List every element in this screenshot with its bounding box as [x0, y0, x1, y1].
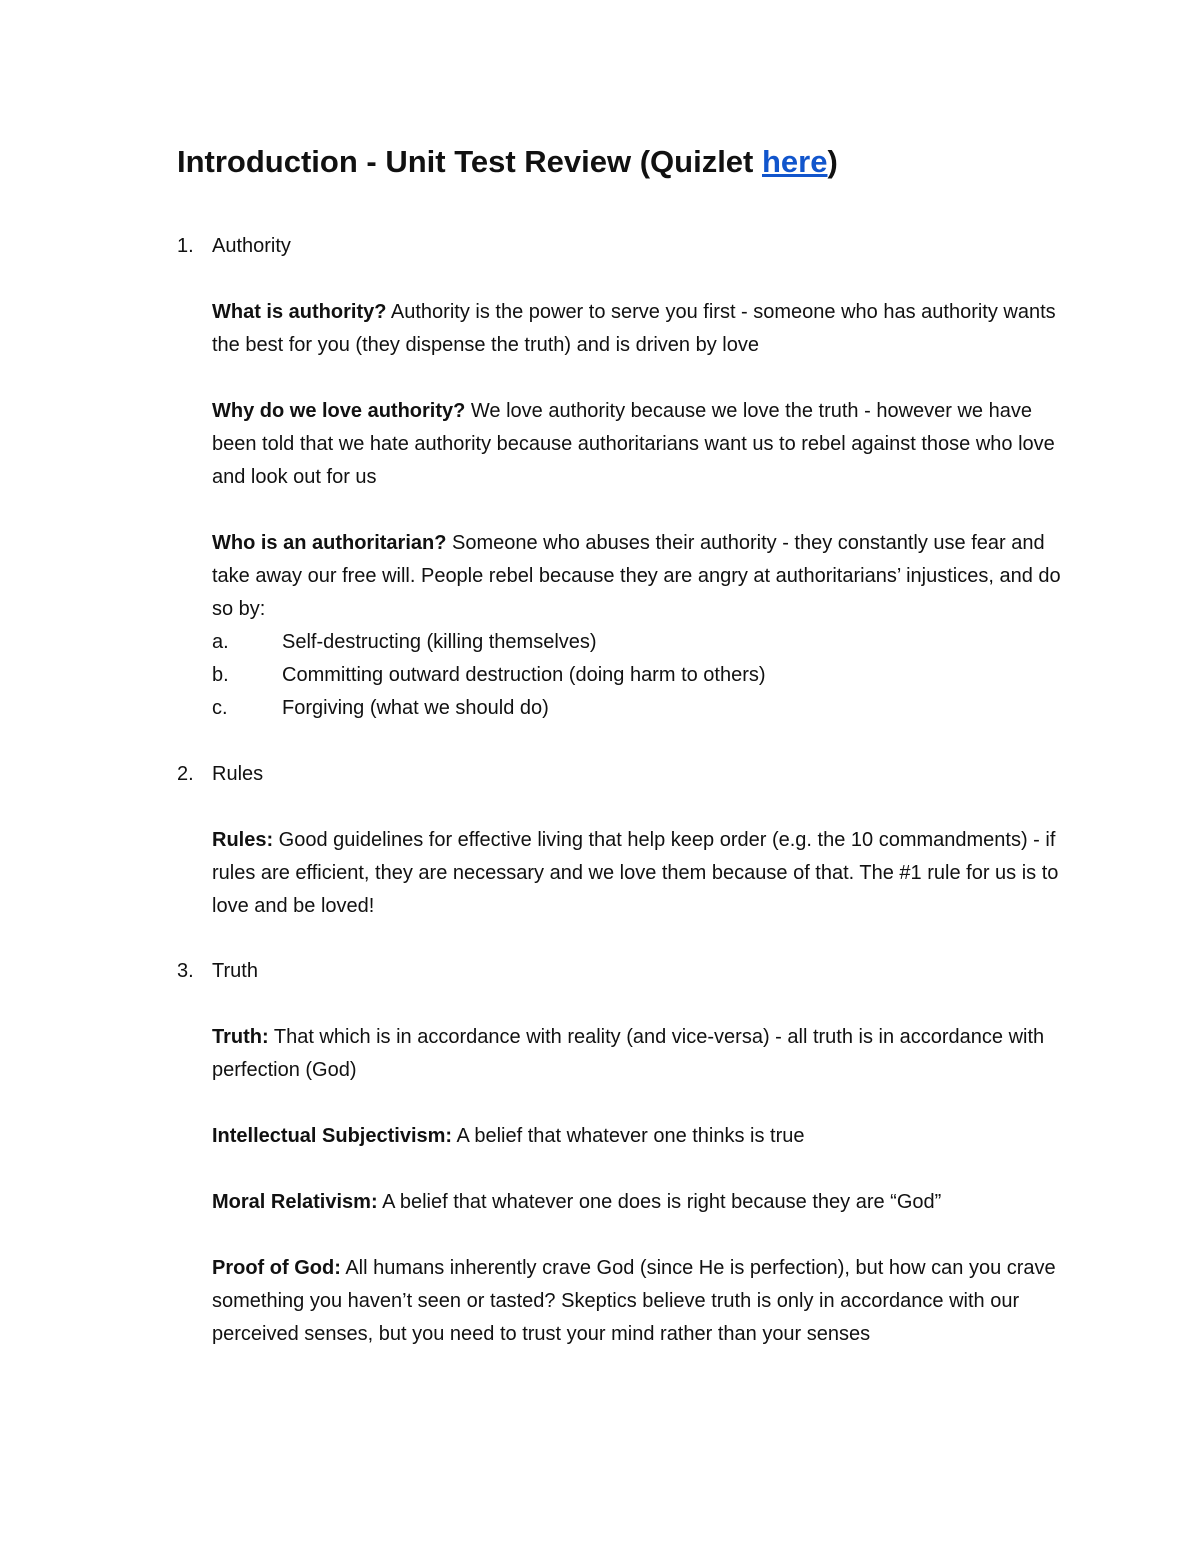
definition-text: Good guidelines for effective living that help keep order (e.g. the 10 commandments) - if rules are efficient, they are necessary and we love them because of that. The #1 rule for us is to love and be loved! [212, 829, 1059, 917]
definition-text: Authority is the power to serve you first - someone who has authority wants the best for you (they dispense the truth) and is driven by love [212, 301, 1056, 356]
list-letter: a. [212, 631, 229, 653]
list-item [212, 692, 549, 725]
list-text: Committing outward destruction (doing harm to others) [282, 664, 766, 686]
definition-term: Who is an authoritarian? [212, 532, 447, 554]
definition-term: Intellectual Subjectivism: [212, 1125, 453, 1147]
quizlet-link[interactable]: here [762, 144, 828, 179]
definition-text: All humans inherently crave God (since He is perfection), but how can you crave something you haven’t seen or tasted? Skeptics believe truth is only in accordance with our perceived senses, but you need to trust your mind rather than your senses [212, 1257, 1056, 1345]
section-title: Authority [212, 235, 291, 257]
section-rules-heading [177, 758, 1077, 791]
title-text: Introduction - Unit Test Review (Quizlet [177, 144, 762, 179]
list-letter: c. [212, 697, 228, 719]
definition-term: Moral Relativism: [212, 1191, 378, 1213]
definition-intellectual-subjectivism [212, 1120, 1072, 1153]
definition-who-is-authoritarian [212, 527, 1072, 626]
definition-term: Proof of God: [212, 1257, 341, 1279]
definition-proof-of-god [212, 1252, 1072, 1351]
page-title [177, 140, 838, 184]
definition-term: Rules: [212, 829, 274, 851]
section-number: 1. [177, 235, 194, 257]
definition-rules [212, 824, 1072, 923]
section-title: Truth [212, 960, 258, 982]
definition-truth [212, 1021, 1072, 1087]
section-truth-heading [177, 955, 1077, 988]
definition-term: Why do we love authority? [212, 400, 466, 422]
section-title: Rules [212, 763, 264, 785]
section-number: 2. [177, 763, 194, 785]
definition-what-is-authority [212, 296, 1072, 362]
definition-text: We love authority because we love the truth - however we have been told that we hate authority because authoritarians want us to rebel against those who love and look out for us [212, 400, 1055, 488]
list-text: Forgiving (what we should do) [282, 697, 549, 719]
definition-term: Truth: [212, 1026, 269, 1048]
definition-text: Someone who abuses their authority - they constantly use fear and take away our free will. People rebel because they are angry at authoritarians’ injustices, and do so by: [212, 532, 1061, 620]
section-authority-heading [177, 230, 1077, 263]
list-item [212, 659, 766, 692]
definition-term: What is authority? [212, 301, 387, 323]
title-close: ) [827, 144, 838, 179]
list-text: Self-destructing (killing themselves) [282, 631, 597, 653]
definition-text: A belief that whatever one thinks is true [452, 1125, 805, 1147]
list-letter: b. [212, 664, 229, 686]
definition-why-love-authority [212, 395, 1072, 494]
definition-text: A belief that whatever one does is right because they are “God” [377, 1191, 942, 1213]
list-item [212, 626, 597, 659]
definition-text: That which is in accordance with reality (and vice-versa) - all truth is in accordance with perfection (God) [212, 1026, 1045, 1081]
definition-moral-relativism [212, 1186, 1072, 1219]
section-number: 3. [177, 960, 194, 982]
